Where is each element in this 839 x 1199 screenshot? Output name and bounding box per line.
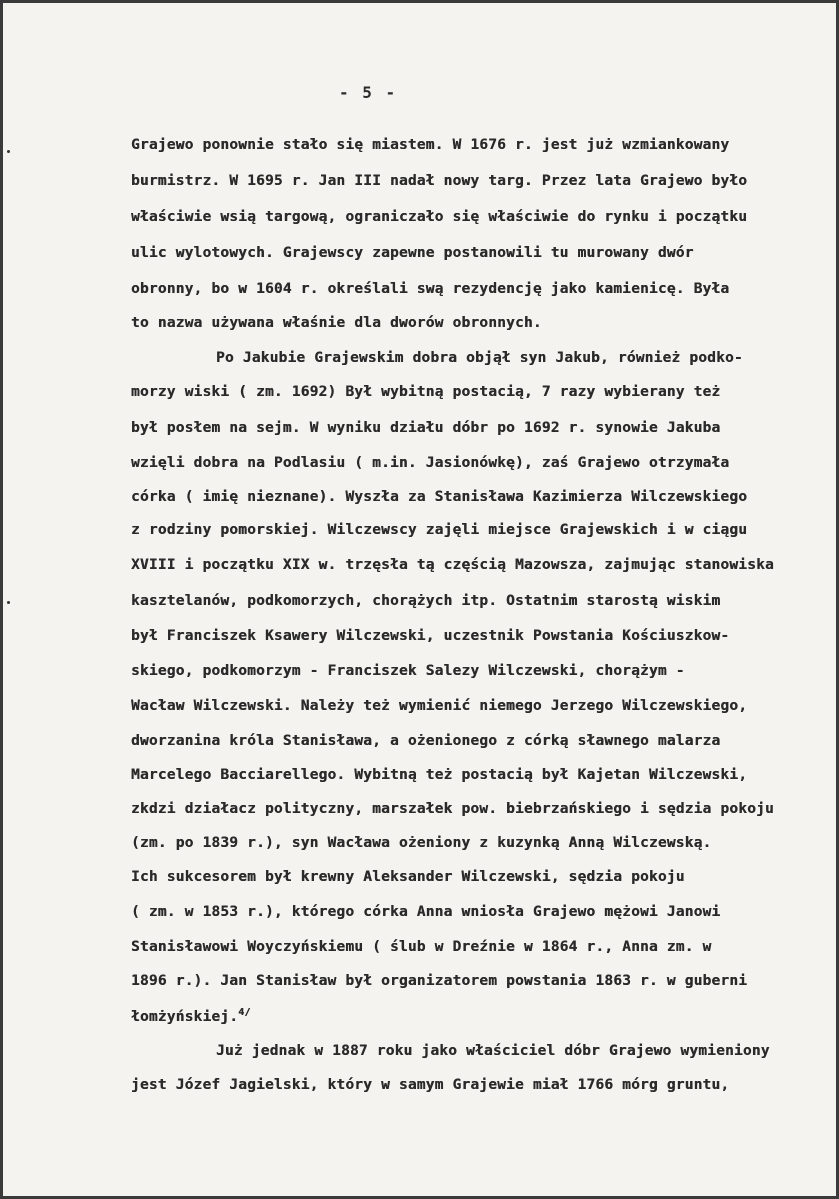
text-line: jest Józef Jagielski, który w samym Grajewie miał 1766 mórg gruntu, [131, 1077, 730, 1093]
text-line: właściwie wsią targową, ograniczało się właściwie do rynku i początku [131, 209, 748, 225]
text-line: Wacław Wilczewski. Należy też wymienić niemego Jerzego Wilczewskiego, [131, 698, 748, 714]
text-line: obronny, bo w 1604 r. określali swą rezydencję jako kamienicę. Była [131, 281, 730, 297]
text-line-content: łomżyńskiej. [131, 1008, 239, 1025]
text-line: zkdzi działacz polityczny, marszałek pow. biebrzańskiego i sędzia pokoju [131, 801, 774, 817]
footnote-ref: 4/ [238, 1007, 251, 1018]
text-line: był posłem na sejm. W wyniku działu dóbr po 1692 r. synowie Jakuba [131, 420, 721, 436]
text-line: XVIII i początku XIX w. trzęsła tą częścią Mazowsza, zajmując stanowiska [131, 557, 774, 573]
text-line: ( zm. w 1853 r.), którego córka Anna wniosła Grajewo mężowi Janowi [131, 904, 721, 920]
text-line: Po Jakubie Grajewskim dobra objął syn Jakub, również podko- [216, 350, 743, 366]
page-number: - 5 - [339, 83, 398, 102]
text-line: ulic wylotowych. Grajewscy zapewne postanowili tu murowany dwór [131, 245, 694, 261]
text-line: to nazwa używana właśnie dla dworów obronnych. [131, 315, 542, 331]
text-line: skiego, podkomorzym - Franciszek Salezy Wilczewski, chorążym - [131, 663, 685, 679]
text-line: z rodziny pomorskiej. Wilczewscy zajęli miejsce Grajewskich i w ciągu [131, 522, 748, 538]
margin-mark [7, 150, 10, 153]
document-page [3, 3, 836, 1196]
text-line: był Franciszek Ksawery Wilczewski, uczestnik Powstania Kościuszkow- [131, 628, 730, 644]
text-line: 1896 r.). Jan Stanisław był organizatorem powstania 1863 r. w guberni [131, 973, 748, 989]
text-line: (zm. po 1839 r.), syn Wacława ożeniony z kuzynką Anną Wilczewską. [131, 835, 712, 851]
margin-mark [7, 601, 10, 604]
text-line: Grajewo ponownie stało się miastem. W 1676 r. jest już wzmiankowany [131, 137, 730, 153]
text-line: córka ( imię nieznane). Wyszła za Stanisława Kazimierza Wilczewskiego [131, 489, 748, 505]
text-line: morzy wiski ( zm. 1692) Był wybitną postacią, 7 razy wybierany też [131, 384, 721, 400]
text-line: Stanisławowi Woyczyńskiemu ( ślub w Dreźnie w 1864 r., Anna zm. w [131, 939, 712, 955]
text-line: kasztelanów, podkomorzych, chorążych itp. Ostatnim starostą wiskim [131, 593, 721, 609]
text-line: dworzanina króla Stanisława, a ożenionego z córką sławnego malarza [131, 733, 721, 749]
text-line: Marcelego Bacciarellego. Wybitną też postacią był Kajetan Wilczewski, [131, 767, 748, 783]
text-line: wzięli dobra na Podlasiu ( m.in. Jasionówkę), zaś Grajewo otrzymała [131, 455, 730, 471]
text-line: burmistrz. W 1695 r. Jan III nadał nowy targ. Przez lata Grajewo było [131, 173, 748, 189]
text-line [131, 1007, 251, 1025]
text-line: Ich sukcesorem był krewny Aleksander Wilczewski, sędzia pokoju [131, 869, 685, 885]
text-line: Już jednak w 1887 roku jako właściciel dóbr Grajewo wymieniony [216, 1043, 770, 1059]
